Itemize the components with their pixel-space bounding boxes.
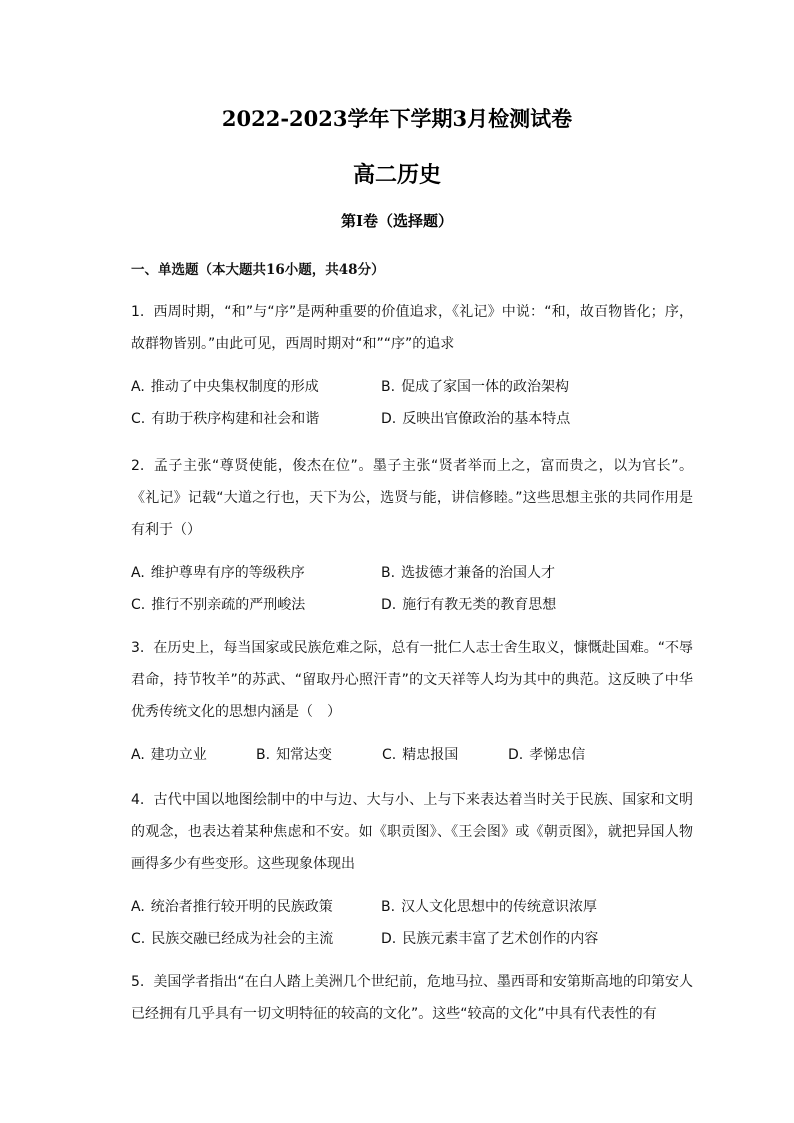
question-number: 5. [131,974,145,990]
option-letter: B. [381,565,396,581]
option-text: 建功立业 [150,747,207,763]
question-text: 在历史上，每当国家或民族危难之际，总有一批仁人志士舍生取义，慷慨赴国难。“不辱君命，持节牧羊”的苏武、“留取丹心照汗青”的文天祥等人均为其中的典范。这反映了中华优秀传统文化的思想内涵是（ ） [131,640,693,720]
question-2 [131,450,693,613]
question-stem [131,784,693,880]
option-letter: B. [256,747,271,763]
option-text: 精忠报国 [402,747,459,763]
option-letter: C. [131,411,146,427]
option-text: 汉人文化思想中的传统意识浓厚 [401,899,598,915]
option-text: 施行有教无类的教育思想 [402,597,557,613]
option-b[interactable] [256,739,332,771]
option-d[interactable] [381,589,556,621]
option-letter: B. [381,899,396,915]
option-letter: D. [508,747,524,763]
option-text: 推动了中央集权制度的形成 [150,379,319,395]
question-number: 3. [131,640,145,656]
option-letter: C. [131,597,146,613]
option-a[interactable] [131,557,305,589]
option-a[interactable] [131,891,333,923]
question-number: 2. [131,458,145,474]
volume-title: 第I卷（选择题） [340,212,454,230]
subject-title: 高二历史 [352,162,441,188]
option-text: 民族交融已经成为社会的主流 [151,931,334,947]
question-text: 美国学者指出“在白人踏上美洲几个世纪前，危地马拉、墨西哥和安第斯高地的印第安人已经拥有几乎具有一切文明特征的较高的文化”。这些“较高的文化”中具有代表性的有 [131,974,693,1022]
option-c[interactable] [382,739,458,771]
option-text: 维护尊卑有序的等级秩序 [150,565,305,581]
section-title: 一、单选题（本大题共16小题，共48分） [131,262,385,278]
option-letter: D. [381,931,397,947]
option-letter: D. [381,597,397,613]
question-4 [131,784,693,947]
option-text: 推行不别亲疏的严刑峻法 [151,597,306,613]
option-a[interactable] [131,739,207,771]
option-letter: D. [381,411,397,427]
option-text: 有助于秩序构建和社会和谐 [151,411,320,427]
option-letter: C. [131,931,146,947]
option-letter: C. [382,747,397,763]
question-number: 1. [131,304,145,320]
option-text: 知常达变 [276,747,333,763]
option-text: 民族元素丰富了艺术创作的内容 [402,931,599,947]
option-text: 反映出官僚政治的基本特点 [402,411,571,427]
option-text: 统治者推行较开明的民族政策 [150,899,333,915]
option-c[interactable] [131,589,305,621]
question-3 [131,632,693,763]
option-text: 促成了家国一体的政治架构 [401,379,570,395]
option-b[interactable] [381,371,569,403]
option-d[interactable] [381,923,598,955]
option-d[interactable] [381,403,570,435]
option-text: 孝悌忠信 [529,747,586,763]
option-text: 选拔德才兼备的治国人才 [401,565,556,581]
question-5 [131,966,693,1030]
question-1 [131,296,693,427]
question-stem [131,966,693,1030]
question-stem [131,296,693,360]
option-letter: A. [131,565,145,581]
question-stem [131,450,693,546]
option-b[interactable] [381,557,555,589]
option-letter: A. [131,899,145,915]
option-d[interactable] [508,739,585,771]
option-letter: A. [131,379,145,395]
question-stem [131,632,693,728]
question-number: 4. [131,792,145,808]
option-letter: A. [131,747,145,763]
option-letter: B. [381,379,396,395]
question-text: 孟子主张“尊贤使能，俊杰在位”。墨子主张“贤者举而上之，富而贵之，以为官长”。《礼记》记载“大道之行也，天下为公，选贤与能，讲信修睦。”这些思想主张的共同作用是有利于（） [131,458,693,538]
option-c[interactable] [131,403,319,435]
option-c[interactable] [131,923,333,955]
option-b[interactable] [381,891,597,923]
exam-title: 2022-2023学年下学期3月检测试卷 [221,106,573,131]
option-a[interactable] [131,371,319,403]
question-text: 古代中国以地图绘制中的中与边、大与小、上与下来表达着当时关于民族、国家和文明的观念，也表达着某种焦虑和不安。如《职贡图》、《王会图》或《朝贡图》，就把异国人物画得多少有些变形。这些现象体现出 [131,792,693,872]
question-text: 西周时期，“和”与“序”是两种重要的价值追求，《礼记》中说：“和，故百物皆化；序，故群物皆别。”由此可见，西周时期对“和”“序”的追求 [131,304,693,352]
